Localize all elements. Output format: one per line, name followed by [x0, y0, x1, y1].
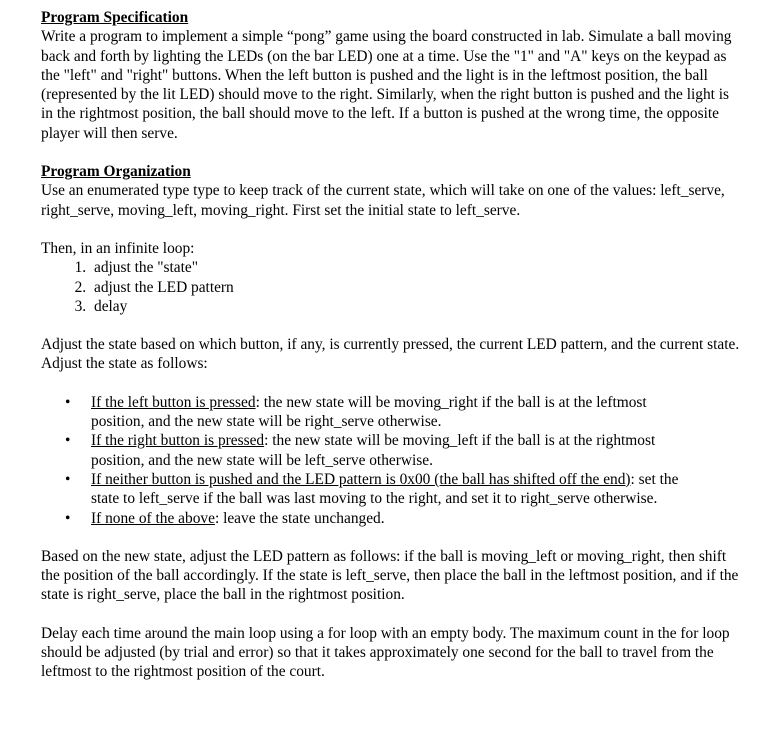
rule-text: leave the state unchanged. [219, 509, 385, 527]
spacer [41, 528, 741, 547]
specification-paragraph: Write a program to implement a simple “pong” game using the board constructed in lab. Simulate a ball moving back and forth by lighting the LEDs (on the bar LED) one at a time. Use the "1" and "A" keys on the keypad as the "left" and "right" buttons. When the left button is pushed and the light is in the leftmost position, the ball (represented by the lit LED) should move to the right. Similarly, when the right button is pushed and the light is in the rightmost position, the ball should move to the left. If a button is pushed at the wrong time, the opposite player will then serve. [41, 28, 732, 142]
rule-condition: If none of the above [91, 509, 215, 527]
rule-text: the new state will be moving_right if the ball is at the leftmost position, and the new state will be right_serve otherwise. [91, 393, 647, 431]
loop-steps-list [41, 258, 741, 316]
rule-right-button [65, 431, 741, 470]
state-rules-list [41, 393, 741, 528]
spacer [41, 374, 741, 393]
loop-intro: Then, in an infinite loop: [41, 239, 195, 257]
bullet-icon: • [65, 432, 71, 450]
rule-neither-button [65, 470, 741, 509]
rule-none-of-above [65, 509, 741, 528]
rule-text: set the state to left_serve if the ball was last moving to the right, and set it to right_serve otherwise. [91, 470, 679, 508]
adjust-state-intro: Adjust the state based on which button, if any, is currently pressed, the current LED pattern, and the current state. Adjust the state as follows: [41, 336, 740, 373]
rule-separator: : [630, 470, 635, 488]
bullet-icon: • [65, 470, 71, 488]
rule-condition: If the right button is pressed [91, 432, 265, 450]
bullet-icon: • [65, 393, 71, 411]
program-organization-heading: Program Organization [41, 163, 191, 181]
list-item: 2. adjust the LED pattern [90, 278, 741, 297]
rule-condition: If the left button is pressed [91, 393, 256, 411]
rule-text: the new state will be moving_left if the ball is at the rightmost position, and the new state will be left_serve otherwise. [91, 432, 656, 469]
spacer [41, 605, 741, 624]
program-specification-heading: Program Specification [41, 9, 189, 26]
organization-paragraph: Use an enumerated type type to keep track of the current state, which will take on one of the values: left_serve, right_serve, moving_left, moving_right. First set the initial state to left_serve. [41, 182, 725, 219]
bullet-icon: • [65, 509, 71, 527]
rule-left-button [65, 393, 741, 432]
rule-separator: : [264, 432, 269, 450]
rule-separator: : [255, 393, 260, 411]
rule-condition: If neither button is pushed and the LED pattern is 0x00 (the ball has shifted off the end) [91, 470, 631, 488]
delay-paragraph: Delay each time around the main loop using a for loop with an empty body. The maximum count in the for loop should be adjusted (by trial and error) so that it takes approximately one second for the ball to travel from the leftmost to the rightmost position of the court. [41, 624, 730, 681]
list-item: 3. delay [90, 297, 741, 316]
spacer [41, 220, 741, 239]
spacer [41, 316, 741, 335]
led-pattern-paragraph: Based on the new state, adjust the LED pattern as follows: if the ball is moving_left or moving_right, then shift the position of the ball accordingly. If the state is left_serve, then place the ball in the leftmost position, and if the state is right_serve, place the ball in the rightmost position. [41, 547, 739, 604]
spacer [41, 143, 741, 162]
list-item: 1. adjust the "state" [90, 258, 741, 277]
rule-separator: : [214, 509, 220, 527]
